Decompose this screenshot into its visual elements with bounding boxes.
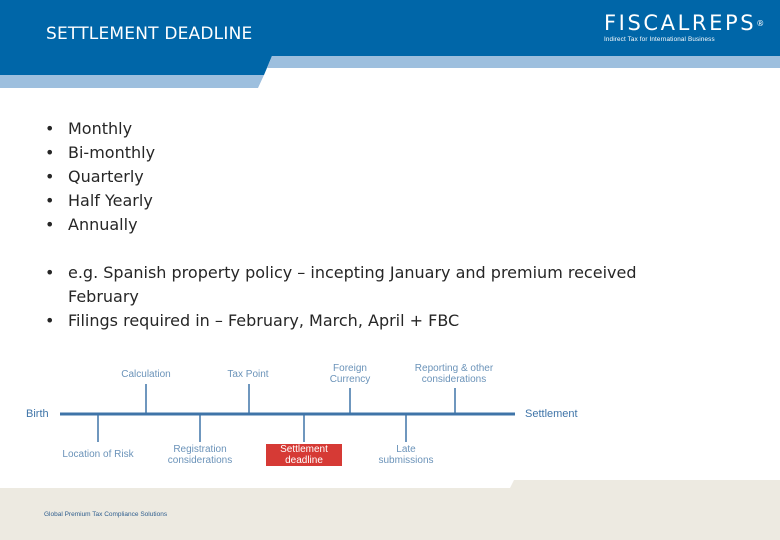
timeline-label-foreign-currency: Foreign Currency — [329, 363, 371, 385]
timeline-label-calculation: Calculation — [121, 369, 171, 380]
timeline-end-label: Settlement — [525, 408, 578, 420]
timeline-label-reporting: Reporting & other considerations — [414, 363, 494, 385]
frequency-item: • Half Yearly — [45, 189, 155, 213]
frequency-item: • Bi-monthly — [45, 141, 155, 165]
header-band-light-right — [267, 56, 780, 68]
logo-wordmark — [604, 11, 764, 35]
timeline-label-settlement-deadline: Settlement deadline — [280, 444, 328, 466]
frequency-item: • Quarterly — [45, 165, 155, 189]
logo-registered-mark: ® — [756, 19, 765, 28]
slide-header — [0, 0, 780, 90]
footer-tagline: Global Premium Tax Compliance Solutions — [44, 511, 168, 518]
timeline-start-label: Birth — [26, 408, 49, 420]
logo-tagline: Indirect Tax for International Business — [604, 36, 715, 43]
process-timeline — [0, 350, 780, 480]
example-item: • Filings required in – February, March, April + FBC — [45, 309, 655, 333]
timeline-label-registration: Registration considerations — [167, 444, 233, 466]
frequency-item: • Annually — [45, 213, 155, 237]
footer-band-shape — [0, 480, 780, 540]
timeline-label-late-submissions: Late submissions — [378, 444, 434, 466]
header-band-light-left — [0, 75, 264, 88]
timeline-label-location-of-risk: Location of Risk — [62, 449, 134, 460]
example-item: • e.g. Spanish property policy – incepting January and premium received February — [45, 261, 655, 309]
frequency-item: • Monthly — [45, 117, 155, 141]
example-list — [45, 261, 655, 333]
slide-title: SETTLEMENT DEADLINE — [46, 24, 253, 44]
company-logo — [604, 11, 764, 43]
footer-band — [0, 480, 780, 540]
timeline-label-tax-point: Tax Point — [227, 369, 269, 380]
frequency-list — [45, 117, 155, 237]
logo-name: FISCALREPS — [604, 11, 757, 35]
